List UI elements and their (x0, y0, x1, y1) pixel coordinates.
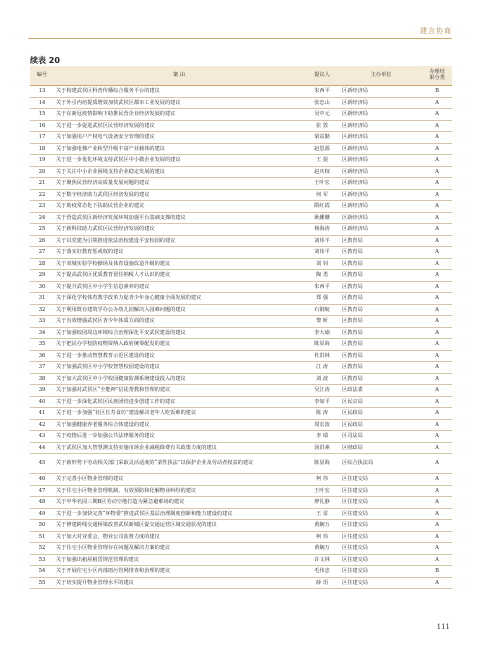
row-category: A (422, 327, 452, 339)
table-row (30, 178, 452, 190)
row-number: 53 (30, 554, 54, 566)
proposal-table (30, 66, 452, 589)
table-row (30, 327, 452, 339)
row-unit: 区财政局 (340, 442, 422, 454)
row-unit: 区教育局 (340, 281, 422, 293)
table-caption: 续表 20 (30, 56, 60, 65)
row-number: 24 (30, 212, 54, 224)
row-unit: 区新经济局 (340, 189, 422, 201)
row-case: 关于进一步促进武侯区民营经济发展的建议 (54, 120, 304, 132)
row-number: 18 (30, 143, 54, 155)
row-category: B (422, 86, 452, 98)
row-case: 关于住宅小区物业管理机制、有效预防和化解物业纠纷的建议 (54, 485, 304, 497)
row-unit: 区新经济局 (340, 201, 422, 213)
table-row (30, 258, 452, 270)
row-proposer: 刘 波 (304, 373, 340, 385)
row-number: 37 (30, 362, 54, 374)
table-row (30, 454, 452, 474)
row-category: A (422, 396, 452, 408)
row-case: 关于有效增强武侯区青少年体质方面的建议 (54, 316, 304, 328)
row-number: 23 (30, 201, 54, 213)
table-row (30, 304, 452, 316)
row-category: A (422, 485, 452, 497)
table-row (30, 132, 452, 144)
row-unit: 区司法局 (340, 431, 422, 443)
row-category: A (422, 281, 452, 293)
row-category: A (422, 385, 452, 397)
header-rule (28, 38, 452, 39)
row-case: 关于加强校园周边环境综合治理深化平安武侯建设的建议 (54, 327, 304, 339)
row-category: A (422, 201, 452, 213)
row-number: 54 (30, 566, 54, 578)
row-proposer: 耿姗姗 (304, 212, 340, 224)
table-row (30, 474, 452, 486)
row-case: 关于助疫常态化下扶助民营企业的建议 (54, 201, 304, 213)
row-proposer: 黎 昕 (304, 316, 340, 328)
row-unit: 区教育局 (340, 247, 422, 259)
row-case: 关于进一步优化环境支持武侯区中小微企业发展的建议 (54, 155, 304, 167)
row-unit: 区住建交局 (340, 520, 422, 532)
table-row (30, 270, 452, 282)
row-proposer: 李大瑜 (304, 327, 340, 339)
table-row (30, 201, 452, 213)
row-number: 40 (30, 396, 54, 408)
row-proposer: 郑 强 (304, 293, 340, 305)
row-case: 关于开展住宅小区内部雨污管网排查和治理的建议 (54, 566, 304, 578)
row-proposer: 柯 伟 (304, 531, 340, 543)
table-row (30, 166, 452, 178)
table-row (30, 577, 452, 589)
row-category: A (422, 316, 452, 328)
table-row (30, 543, 452, 555)
row-proposer: 柯 伟 (304, 474, 340, 486)
row-number: 52 (30, 543, 54, 555)
row-case: 关于加强用户产权电气设备安全管理的建议 (54, 132, 304, 144)
header-category-line1: 办理结 (429, 68, 445, 75)
row-category: A (422, 293, 452, 305)
row-unit: 区新经济局 (340, 178, 422, 190)
row-proposer: 杨海涛 (304, 224, 340, 236)
row-number: 15 (30, 109, 54, 121)
page-number: 111 (436, 623, 450, 631)
row-number: 38 (30, 373, 54, 385)
row-unit: 区新经济局 (340, 86, 422, 98)
row-unit: 区新经济局 (340, 109, 422, 121)
row-case: 关于加强出租屋租赁规范管理的建议 (54, 554, 304, 566)
row-case: 关于加强电梯产业转型升级丰富产业载体的建议 (54, 143, 304, 155)
row-proposer: 李如平 (304, 396, 340, 408)
row-category: A (422, 474, 452, 486)
table-row (30, 442, 452, 454)
row-proposer: 廖礼静 (304, 497, 340, 509)
row-number: 32 (30, 304, 54, 316)
row-proposer: 梁益勤 (304, 132, 340, 144)
row-number: 47 (30, 485, 54, 497)
row-case: 关于加大对业委会、物业公司监督力度的建议 (54, 531, 304, 543)
row-case: 关于进一步加强“社区长寿食坊”建设解决老年人吃饭难的建议 (54, 408, 304, 420)
row-number: 42 (30, 419, 54, 431)
row-number: 28 (30, 258, 54, 270)
row-number: 35 (30, 339, 54, 351)
row-proposer: 黄娴万 (304, 543, 340, 555)
row-unit: 区综合执法局 (340, 454, 422, 474)
row-proposer: 吴中元 (304, 109, 340, 121)
row-proposer: 王叶宏 (304, 178, 340, 190)
row-proposer: 杜洪林 (304, 350, 340, 362)
header-unit: 主办单位 (340, 66, 422, 86)
row-unit: 区新经济局 (340, 143, 422, 155)
row-number: 44 (30, 442, 54, 454)
row-category: A (422, 339, 452, 351)
row-proposer: 何 军 (304, 189, 340, 201)
row-proposer: 陈显海 (304, 339, 340, 351)
row-unit: 区教育局 (340, 316, 422, 328)
row-case: 关于深化学校体育教学改革力促青少年身心健康全面发展的建议 (54, 293, 304, 305)
row-category: A (422, 408, 452, 420)
row-unit: 区教育局 (340, 373, 422, 385)
row-number: 22 (30, 189, 54, 201)
row-proposer: 石钢航 (304, 304, 340, 316)
row-category: A (422, 520, 452, 532)
row-proposer: 王 捉 (304, 155, 340, 167)
row-case: 关于关注中小企业困境支持企业稳定发展的建议 (54, 166, 304, 178)
table-row (30, 293, 452, 305)
row-unit: 区教育局 (340, 339, 422, 351)
row-proposer: 刘 钊 (304, 258, 340, 270)
row-unit: 区住建交局 (340, 531, 422, 543)
table-row (30, 212, 452, 224)
row-unit: 区民宗局 (340, 396, 422, 408)
row-category: A (422, 531, 452, 543)
row-number: 43 (30, 431, 54, 443)
table-row (30, 143, 452, 155)
row-proposer: 隋红霞 (304, 201, 340, 213)
row-number: 16 (30, 120, 54, 132)
row-category: A (422, 543, 452, 555)
row-unit: 区住建交局 (340, 497, 422, 509)
row-number: 36 (30, 350, 54, 362)
row-number: 20 (30, 166, 54, 178)
table-row (30, 554, 452, 566)
header-category-line2: 果分类 (429, 74, 445, 81)
row-number: 30 (30, 281, 54, 293)
row-unit: 区新经济局 (340, 120, 422, 132)
row-case: 关于中华名园三期B区劳动空地打造为紧急避难场的建议 (54, 497, 304, 509)
row-proposer: 赵庆权 (304, 166, 340, 178)
table-row (30, 531, 452, 543)
row-unit: 区住建交局 (340, 577, 422, 589)
table-row (30, 235, 452, 247)
table-row (30, 419, 452, 431)
row-case: 关于利用既有建筑学办公办幼儿园解决入园难问题的建议 (54, 304, 304, 316)
row-unit: 区新经济局 (340, 166, 422, 178)
table-row (30, 109, 452, 121)
row-case: 关于进一步加快完善“环物委”推进武侯区基层治理制度创新和能力建设的建议 (54, 508, 304, 520)
row-unit: 区住建交局 (340, 543, 422, 555)
table-row (30, 508, 452, 520)
row-number: 48 (30, 497, 54, 509)
row-case: 关于在新冠疫情影响下助推民营企业经济发展的建议 (54, 109, 304, 121)
row-category: A (422, 212, 452, 224)
row-number: 27 (30, 247, 54, 259)
row-proposer: 陈 涛 (304, 408, 340, 420)
row-category: A (422, 508, 452, 520)
row-number: 39 (30, 385, 54, 397)
row-case: 关于落实好教育惩戒权的建议 (54, 247, 304, 259)
table-row (30, 189, 452, 201)
row-case: 关于加强武侯区中小学校智慧校园建设的建议 (54, 362, 304, 374)
row-number: 25 (30, 224, 54, 236)
row-case: 关于住宅小区物业管理存在问题及解决方案的建议 (54, 543, 304, 555)
header-case: 案 由 (54, 66, 304, 86)
table-row (30, 497, 452, 509)
row-case: 关于武侯区加大智慧测支持实施市场企业减税降费有关政策力度的建议 (54, 442, 304, 454)
row-number: 31 (30, 293, 54, 305)
row-unit: 区新经济局 (340, 212, 422, 224)
row-proposer: 陈显海 (304, 454, 340, 474)
row-category: A (422, 132, 452, 144)
row-category: A (422, 431, 452, 443)
table-row (30, 385, 452, 397)
row-proposer: 朱西平 (304, 86, 340, 98)
table-row (30, 316, 452, 328)
row-proposer: 王叶宏 (304, 485, 340, 497)
table-row (30, 362, 452, 374)
row-proposer: 许文林 (304, 554, 340, 566)
row-unit: 区民政局 (340, 419, 422, 431)
row-number: 50 (30, 520, 54, 532)
row-case: 关于修建跨线交通桥梁改善武侯新城区促交通运营区域交通状况的建议 (54, 520, 304, 532)
section-label: 建言协商 (420, 27, 452, 35)
row-category: A (422, 362, 452, 374)
table-row (30, 485, 452, 497)
header-category (422, 66, 452, 86)
row-category: A (422, 554, 452, 566)
row-unit: 区住建交局 (340, 566, 422, 578)
row-proposer: 张 敦 (304, 120, 340, 132)
row-number: 55 (30, 577, 54, 589)
table-row (30, 224, 452, 236)
row-unit: 区教育局 (340, 258, 422, 270)
row-number: 49 (30, 508, 54, 520)
row-case: 关于以党建为引领推进依法治校建设平安校园的建议 (54, 235, 304, 247)
table-row (30, 247, 452, 259)
row-case: 关于进一步深化武侯区民族团结进步创建工作的建议 (54, 396, 304, 408)
row-category: A (422, 442, 452, 454)
row-number: 14 (30, 97, 54, 109)
header-proposer: 提议人 (304, 66, 340, 86)
table-row (30, 281, 452, 293)
row-case: 关于加大武侯区中小学校园健康监测系统建设投入的建议 (54, 373, 304, 385)
row-proposer: 刘伟平 (304, 247, 340, 259)
table-body (30, 86, 452, 589)
row-number: 13 (30, 86, 54, 98)
row-unit: 区新经济局 (340, 132, 422, 144)
row-number: 17 (30, 132, 54, 144)
row-proposer: 陶 勇 (304, 270, 340, 282)
row-case: 关于疫情后进一步加强公共法律服务的建议 (54, 431, 304, 443)
row-number: 26 (30, 235, 54, 247)
table-row (30, 408, 452, 420)
row-category: A (422, 258, 452, 270)
row-proposer: 王 雷 (304, 508, 340, 520)
row-unit: 区教育局 (340, 235, 422, 247)
row-unit: 区住建交局 (340, 485, 422, 497)
row-case: 关于切实提升物业管理水平的建议 (54, 577, 304, 589)
row-case: 关于聚焦民营经济高质量发展问题的建议 (54, 178, 304, 190)
row-proposer: 周宏波 (304, 419, 340, 431)
row-number: 45 (30, 454, 54, 474)
row-case: 关于双城实验学校操场及体育设施改造升级的建议 (54, 258, 304, 270)
row-number: 21 (30, 178, 54, 190)
table-header-row (30, 66, 452, 86)
row-unit: 区教育局 (340, 327, 422, 339)
row-proposer: 黄娴万 (304, 520, 340, 532)
row-case: 关于构建武侯区科普传播综合服务平台的建议 (54, 86, 304, 98)
table-row (30, 97, 452, 109)
table-row (30, 86, 452, 98)
row-unit: 区住建交局 (340, 554, 422, 566)
table-row (30, 520, 452, 532)
row-proposer: 张忠山 (304, 97, 340, 109)
row-proposer: 吴江涛 (304, 385, 340, 397)
row-unit: 区教育局 (340, 293, 422, 305)
row-category: A (422, 143, 452, 155)
table-row (30, 396, 452, 408)
row-number: 34 (30, 327, 54, 339)
row-number: 29 (30, 270, 54, 282)
row-category: A (422, 155, 452, 167)
row-category: A (422, 577, 452, 589)
table-row (30, 339, 452, 351)
row-unit: 区民政局 (340, 408, 422, 420)
table-row (30, 120, 452, 132)
row-category: A (422, 497, 452, 509)
row-unit: 区新经济局 (340, 224, 422, 236)
row-category: A (422, 419, 452, 431)
row-case: 关于提高武侯区优质教育留住纳税人才认识的建议 (54, 270, 304, 282)
table-row (30, 373, 452, 385)
table-row (30, 566, 452, 578)
row-proposer: 赵思源 (304, 143, 340, 155)
row-number: 41 (30, 408, 54, 420)
row-proposer: 刘伟平 (304, 235, 340, 247)
table-row (30, 155, 452, 167)
row-category: A (422, 189, 452, 201)
row-category: A (422, 270, 452, 282)
row-category: A (422, 120, 452, 132)
row-case: 关于数字经济助力武侯区经济发展的建议 (54, 189, 304, 201)
row-category: A (422, 235, 452, 247)
row-proposer: 李 瑞 (304, 431, 340, 443)
row-number: 19 (30, 155, 54, 167)
row-proposer: 薛 语 (304, 577, 340, 589)
row-category: A (422, 178, 452, 190)
row-unit: 区住建交局 (340, 508, 422, 520)
row-category: A (422, 166, 452, 178)
row-case: 关于加强健康养老服务综合体建设的建议 (54, 419, 304, 431)
row-case: 关于提升武侯区中小学生信息素养的建议 (54, 281, 304, 293)
row-proposer: 毛伟忠 (304, 566, 340, 578)
row-number: 33 (30, 316, 54, 328)
row-unit: 区住建交局 (340, 474, 422, 486)
row-category: A (422, 373, 452, 385)
row-proposer: 江 涛 (304, 362, 340, 374)
row-category: A (422, 454, 452, 474)
row-unit: 区新经济局 (340, 97, 422, 109)
row-category: A (422, 109, 452, 121)
row-case: 关于外引内培提质增效加快武侯区都市工业发展的建议 (54, 97, 304, 109)
row-case: 关于营造武侯区新经济发展环境加强平台基础支撑的建议 (54, 212, 304, 224)
table-row (30, 431, 452, 443)
row-category: A (422, 97, 452, 109)
table-row (30, 350, 452, 362)
row-number: 51 (30, 531, 54, 543)
row-unit: 区教育局 (340, 350, 422, 362)
row-case: 关于进一步推动智慧教育示范区建设的建议 (54, 350, 304, 362)
row-unit: 区教育局 (340, 304, 422, 316)
row-category: A (422, 350, 452, 362)
row-category: A (422, 304, 452, 316)
row-category: A (422, 247, 452, 259)
row-unit: 区政法委 (340, 385, 422, 397)
row-number: 46 (30, 474, 54, 486)
row-proposer: 汤洪素 (304, 442, 340, 454)
row-unit: 区新经济局 (340, 155, 422, 167)
row-proposer: 朱西平 (304, 281, 340, 293)
row-case: 关于完善小区物业管理的建议 (54, 474, 304, 486)
header-no: 编号 (30, 66, 54, 86)
row-case: 关于新科技助力武侯区民营经济发展的建议 (54, 224, 304, 236)
row-case: 关于把民办学校防疫物资纳入政府统筹配发的建议 (54, 339, 304, 351)
row-category: A (422, 224, 452, 236)
row-unit: 区教育局 (340, 270, 422, 282)
row-case: 关于新形势下劳动相关部门采取灵活适度的“柔性执法”以保护企业及劳动者权益的建议 (54, 454, 304, 474)
row-category: B (422, 566, 452, 578)
row-case: 关于加强对武侯区“全能神”信徒帮教和管理的建议 (54, 385, 304, 397)
row-unit: 区教育局 (340, 362, 422, 374)
